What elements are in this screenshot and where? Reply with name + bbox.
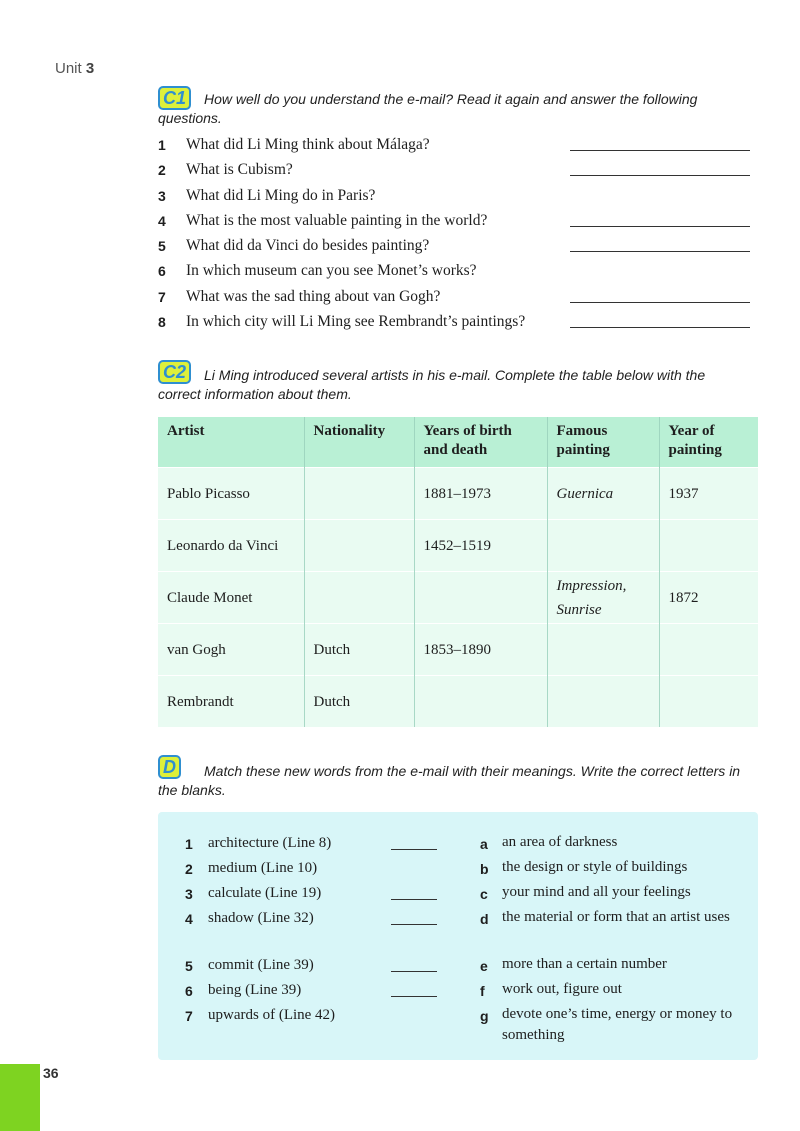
question-row (158, 235, 750, 260)
c1-question-list (158, 134, 750, 336)
table-cell[interactable] (659, 520, 758, 572)
question-row (158, 311, 750, 336)
table-row (158, 624, 758, 676)
meaning-letter: f (480, 983, 485, 999)
word-text: architecture (Line 8) (208, 835, 332, 851)
table-cell[interactable] (547, 676, 659, 728)
table-header-cell: Famous painting (547, 417, 659, 468)
word-text: commit (Line 39) (208, 957, 314, 973)
table-cell[interactable] (304, 468, 414, 520)
table-cell: Claude Monet (158, 572, 304, 624)
answer-blank[interactable] (570, 150, 750, 151)
word-text: medium (Line 10) (208, 860, 318, 876)
table-cell: Guernica (547, 468, 659, 520)
word-number: 3 (185, 886, 193, 902)
c1-badge: C1 (158, 86, 191, 110)
meaning-text: the design or style of buildings (502, 859, 688, 875)
table-cell: Dutch (304, 676, 414, 728)
table-cell: Dutch (304, 624, 414, 676)
unit-number: 3 (85, 60, 95, 77)
d-instruction: Match these new words from the e-mail with their meanings. Write the correct letters in the blanks. (158, 763, 741, 798)
question-text: In which museum can you see Monet’s works? (186, 262, 477, 280)
table-cell: Impression, Sunrise (547, 572, 659, 624)
table-cell: 1937 (659, 468, 758, 520)
question-row (158, 159, 750, 184)
question-number: 2 (158, 162, 166, 179)
table-cell: van Gogh (158, 624, 304, 676)
word-number: 6 (185, 983, 193, 999)
table-cell: 1872 (659, 572, 758, 624)
word-number: 7 (185, 1008, 193, 1024)
question-number: 7 (158, 288, 166, 305)
table-cell[interactable] (304, 520, 414, 572)
question-text: What did Li Ming do in Paris? (186, 186, 376, 204)
match-blank[interactable] (391, 971, 437, 972)
answer-blank[interactable] (570, 226, 750, 227)
meaning-letter: e (480, 958, 488, 974)
table-header-cell: Years of birth and death (414, 417, 547, 468)
meaning-letter: c (480, 886, 488, 902)
word-number: 1 (185, 836, 193, 852)
table-cell: Rembrandt (158, 676, 304, 728)
question-row (158, 185, 750, 210)
table-row (158, 676, 758, 728)
table-cell[interactable] (414, 676, 547, 728)
question-number: 3 (158, 187, 166, 204)
page-edge-bar (0, 1064, 40, 1131)
meaning-text: more than a certain number (502, 956, 667, 972)
table-row (158, 520, 758, 572)
question-number: 1 (158, 137, 166, 153)
table-cell[interactable] (414, 572, 547, 624)
table-cell[interactable] (659, 676, 758, 728)
question-row (158, 210, 750, 235)
question-number: 4 (158, 212, 166, 229)
match-blank[interactable] (391, 924, 437, 925)
table-row (158, 468, 758, 520)
meaning-text: an area of darkness (502, 834, 618, 850)
question-number: 5 (158, 238, 166, 255)
question-text: What did Li Ming think about Málaga? (186, 136, 430, 153)
meaning-letter: d (480, 911, 489, 927)
table-row (158, 572, 758, 624)
table-header-cell: Artist (158, 417, 304, 468)
answer-blank[interactable] (570, 302, 750, 303)
word-text: calculate (Line 19) (208, 885, 322, 901)
table-cell: Leonardo da Vinci (158, 520, 304, 572)
artists-table (158, 417, 758, 727)
table-cell[interactable] (547, 624, 659, 676)
match-blank[interactable] (391, 899, 437, 900)
word-text: shadow (Line 32) (208, 910, 314, 926)
table-cell[interactable] (547, 520, 659, 572)
meaning-text: the material or form that an artist uses (502, 909, 730, 925)
question-row (158, 286, 750, 311)
c2-badge: C2 (158, 360, 191, 384)
table-cell[interactable] (304, 572, 414, 624)
word-text: upwards of (Line 42) (208, 1007, 336, 1023)
unit-label: Unit (55, 60, 82, 77)
table-cell: 1452–1519 (414, 520, 547, 572)
match-blank[interactable] (391, 849, 437, 850)
word-number: 5 (185, 958, 193, 974)
answer-blank[interactable] (570, 327, 750, 328)
question-text: What did da Vinci do besides painting? (186, 237, 430, 255)
question-text: In which city will Li Ming see Rembrandt’s paintings? (186, 313, 526, 331)
question-number: 6 (158, 263, 166, 280)
question-text: What is Cubism? (186, 161, 293, 179)
question-text: What was the sad thing about van Gogh? (186, 287, 441, 305)
c2-instruction: Li Ming introduced several artists in his e-mail. Complete the table below with the correct information about them. (158, 367, 706, 402)
answer-blank[interactable] (570, 175, 750, 176)
d-badge: D (158, 755, 181, 779)
page-number: 36 (43, 1065, 59, 1081)
unit-header (55, 60, 94, 77)
question-text: What is the most valuable painting in the world? (186, 211, 488, 229)
question-number: 8 (158, 314, 166, 331)
table-header-cell: Year of painting (659, 417, 758, 468)
c1-instruction: How well do you understand the e-mail? Read it again and answer the following questions. (158, 91, 698, 126)
table-cell: 1853–1890 (414, 624, 547, 676)
word-text: being (Line 39) (208, 982, 302, 998)
match-blank[interactable] (391, 996, 437, 997)
table-cell: 1881–1973 (414, 468, 547, 520)
meaning-letter: b (480, 861, 489, 877)
question-row (158, 260, 750, 285)
meaning-letter: g (480, 1008, 489, 1024)
table-cell[interactable] (659, 624, 758, 676)
table-cell: Pablo Picasso (158, 468, 304, 520)
answer-blank[interactable] (570, 251, 750, 252)
meaning-text: devote one’s time, energy or money to something (502, 1006, 733, 1043)
meaning-text: work out, figure out (502, 981, 622, 997)
word-number: 2 (185, 861, 193, 877)
meaning-letter: a (480, 836, 488, 852)
table-header-cell: Nationality (304, 417, 414, 468)
question-row (158, 134, 750, 159)
word-number: 4 (185, 911, 193, 927)
meaning-text: your mind and all your feelings (502, 884, 691, 900)
